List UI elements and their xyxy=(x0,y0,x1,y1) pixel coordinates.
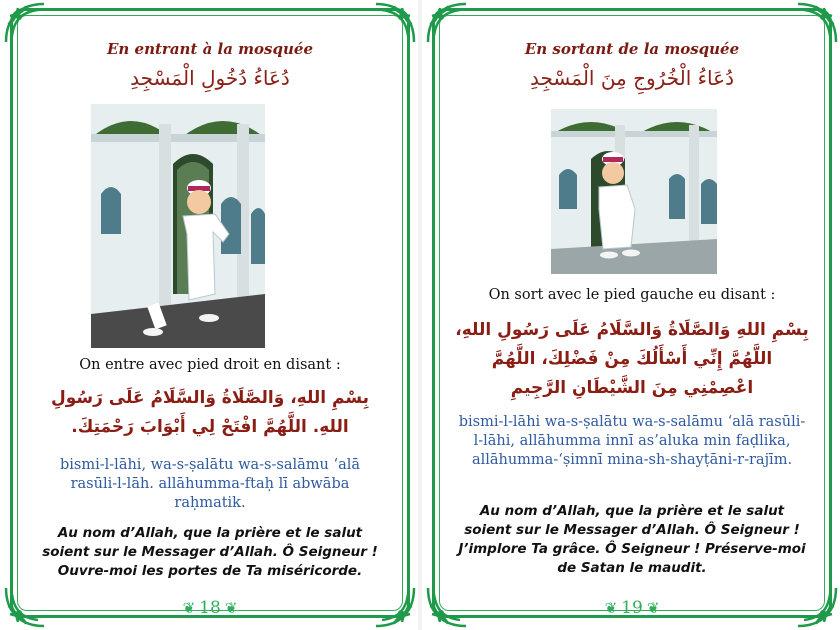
arabic-supplication: بِسْمِ اللهِ وَالصَّلَاةُ وَالسَّلَامُ عَلَى رَسُولِ اللهِ، اللَّهُمَّ إِنِّي أَسْأَلُكَ مِنْ فَضْلِكَ، اللَّهُمَّ اعْصِمْنِي مِنَ الشَّيْطَانِ الرَّجِيمِ xyxy=(455,320,809,398)
page-number xyxy=(424,598,840,618)
arabic-title: دُعَاءُ دُخُولِ الْمَسْجِدِ xyxy=(130,66,290,90)
ornament-icon: ❦ xyxy=(224,599,238,617)
mosque-entering-illustration xyxy=(91,104,265,348)
ornament-icon: ❦ xyxy=(182,599,196,617)
transliteration: bismi-l-lāhi wa-s-ṣalātu wa-s-salāmu ‘alā rasūli-l-lāhi, allāhumma innī as’aluka min faḍlika, allāhumma-‘ṣimnī mina-sh-shayṭāni-r-rajīm. xyxy=(458,414,806,468)
page-number-value: 19 xyxy=(621,598,643,618)
page-title: En sortant de la mosquée xyxy=(524,40,740,58)
right-page xyxy=(424,0,840,630)
transliteration: bismi-l-lāhi, wa-s-ṣalātu wa-s-salāmu ‘alā rasūli-l-lāh. allāhumma-ftaḥ lī abwāba raḥmatik. xyxy=(60,457,360,511)
page-divider xyxy=(418,0,422,630)
arabic-supplication: بِسْمِ اللهِ، وَالصَّلَاةُ وَالسَّلَامُ عَلَى رَسُولِ اللهِ. اللَّهُمَّ افْتَحْ لِي أَبْوَابَ رَحْمَتِكَ. xyxy=(50,388,370,437)
mosque-exiting-illustration xyxy=(551,109,717,274)
ornament-icon: ❦ xyxy=(604,599,618,617)
french-translation: Au nom d’Allah, que la prière et le salut soient sur le Messager d’Allah. Ô Seigneur ! J’implore Ta grâce. Ô Seigneur ! Préserve-moi de Satan le maudit. xyxy=(458,503,806,576)
page-number-value: 18 xyxy=(199,598,221,618)
instruction-caption: On sort avec le pied gauche eu disant : xyxy=(488,287,776,303)
left-page xyxy=(2,0,418,630)
page-title: En entrant à la mosquée xyxy=(106,40,313,58)
ornament-icon: ❦ xyxy=(646,599,660,617)
arabic-title: دُعَاءُ الْخُرُوجِ مِنَ الْمَسْجِدِ xyxy=(530,66,734,90)
french-translation: Au nom d’Allah, que la prière et le salut soient sur le Messager d’Allah. Ô Seigneur ! Ouvre-moi les portes de Ta miséricorde. xyxy=(42,525,378,579)
instruction-caption: On entre avec pied droit en disant : xyxy=(79,357,341,373)
page-number xyxy=(2,598,418,618)
